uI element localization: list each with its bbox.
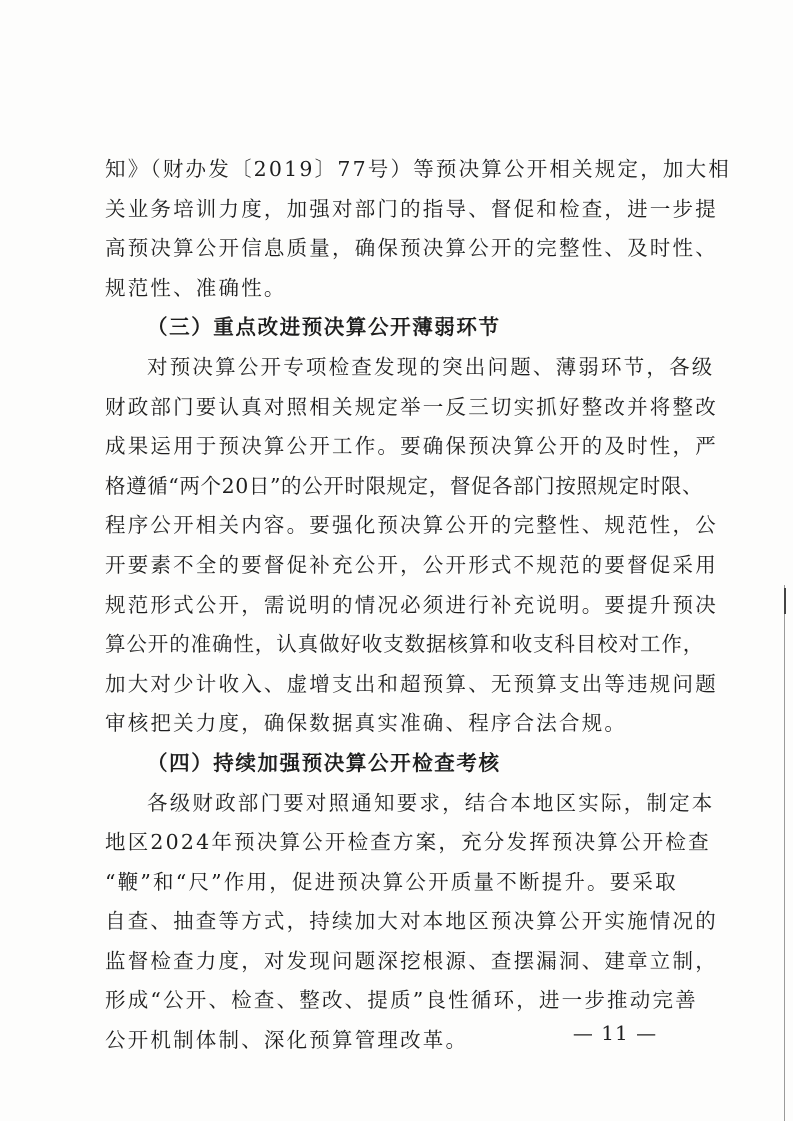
text-line: 公开机制体制、深化预算管理改革。 <box>105 1028 469 1053</box>
text-line: 关业务培训力度，加强对部门的指导、督促和检查，进一步提 <box>105 196 718 221</box>
text-line: 格遵循“两个20日”的公开时限规定，督促各部门按照规定时限、 <box>105 473 704 498</box>
text-line: 地区2024年预决算公开检查方案，充分发挥预决算公开检查 <box>105 830 711 855</box>
text-line: 开要素不全的要督促补充公开，公开形式不规范的要督促采用 <box>105 552 718 577</box>
scan-edge-line <box>784 585 785 1121</box>
section-heading-4: （四）持续加强预决算公开检查考核 <box>147 750 501 775</box>
text-line: 财政部门要认真对照相关规定举一反三切实抓好整改并将整改 <box>105 394 718 419</box>
text-line: 加大对少计收入、虚增支出和超预算、无预算支出等违规问题 <box>105 671 718 696</box>
text-line: 自查、抽查等方式，持续加大对本地区预决算公开实施情况的 <box>105 909 718 934</box>
text-line: 高预决算公开信息质量，确保预决算公开的完整性、及时性、 <box>105 236 718 261</box>
document-body <box>105 150 732 1061</box>
text-line: 监督检查力度，对发现问题深挖根源、查摆漏洞、建章立制， <box>105 948 718 973</box>
scan-mark <box>784 588 786 614</box>
text-line: 各级财政部门要对照通知要求，结合本地区实际，制定本 <box>147 790 715 815</box>
text-line: 规范形式公开，需说明的情况必须进行补充说明。要提升预决 <box>105 592 718 617</box>
text-line: 审核把关力度，确保数据真实准确、程序合法合规。 <box>105 711 628 736</box>
text-line: 算公开的准确性，认真做好收支数据核算和收支科目校对工作， <box>105 632 705 657</box>
text-line: 成果运用于预决算公开工作。要确保预决算公开的及时性，严 <box>105 434 718 459</box>
text-line: 对预决算公开专项检查发现的突出问题、薄弱环节，各级 <box>147 354 715 379</box>
text-line: 知》（财办发〔2019〕77号）等预决算公开相关规定，加大相 <box>105 157 732 181</box>
page-number: — 11 — <box>572 1021 658 1045</box>
text-line: 程序公开相关内容。要强化预决算公开的完整性、规范性，公 <box>105 513 718 538</box>
text-line: 规范性、准确性。 <box>105 275 287 300</box>
text-line: 形成“公开、检查、整改、提质”良性循环，进一步推动完善 <box>105 988 698 1013</box>
text-line: “鞭”和“尺”作用，促进预决算公开质量不断提升。要采取 <box>105 869 678 894</box>
section-heading-3: （三）重点改进预决算公开薄弱环节 <box>147 315 501 340</box>
